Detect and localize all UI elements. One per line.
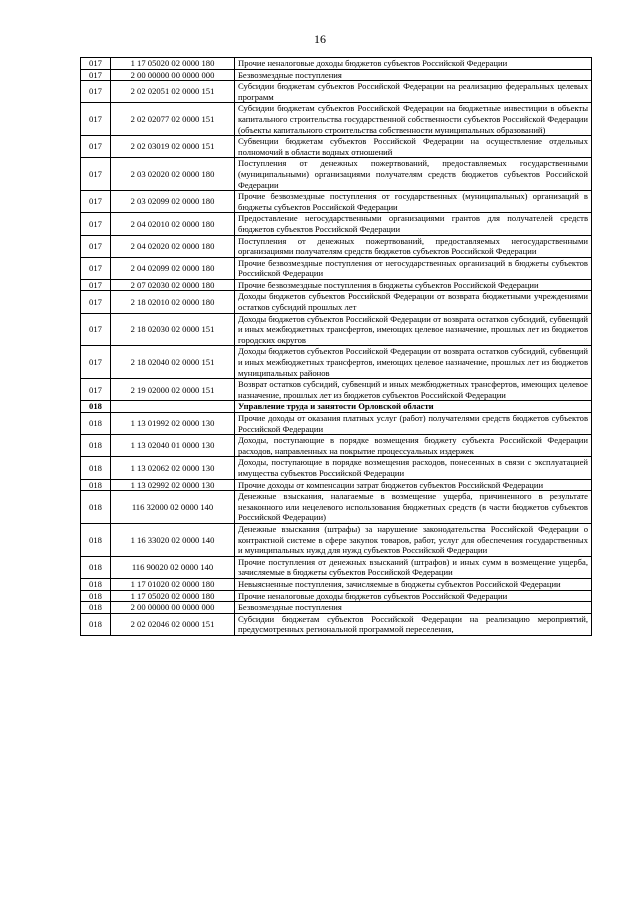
admin-code-cell: 017: [81, 191, 111, 213]
budget-code-cell: 1 17 01020 02 0000 180: [111, 578, 235, 590]
budget-code-cell: 2 02 02046 02 0000 151: [111, 613, 235, 635]
admin-code-cell: 018: [81, 479, 111, 491]
revenue-name-cell: Возврат остатков субсидий, субвенций и иных межбюджетных трансфертов, имеющих целевое назначение, прошлых лет из бюджетов субъектов Российской Федерации: [235, 379, 592, 401]
table-row: [81, 191, 592, 213]
admin-code-cell: 017: [81, 136, 111, 158]
admin-code-cell: 017: [81, 103, 111, 136]
table-row: [81, 491, 592, 524]
admin-code-cell: 017: [81, 257, 111, 279]
budget-code-cell: 1 13 02040 01 0000 130: [111, 435, 235, 457]
revenue-name-cell: Невыясненные поступления, зачисляемые в бюджеты субъектов Российской Федерации: [235, 578, 592, 590]
admin-code-cell: 018: [81, 413, 111, 435]
budget-code-cell: 1 13 01992 02 0000 130: [111, 413, 235, 435]
revenue-name-cell: Поступления от денежных пожертвований, предоставляемых государственными (муниципальными) организациями получателям средств бюджетов субъектов Российской Федерации: [235, 158, 592, 191]
revenue-name-cell: Прочие неналоговые доходы бюджетов субъектов Российской Федерации: [235, 58, 592, 70]
budget-code-cell: 2 00 00000 00 0000 000: [111, 602, 235, 614]
budget-code-cell: 2 19 02000 02 0000 151: [111, 379, 235, 401]
table-row: [81, 602, 592, 614]
budget-code-cell: 116 90020 02 0000 140: [111, 556, 235, 578]
table-row: [81, 523, 592, 556]
table-row: [81, 235, 592, 257]
revenue-name-cell: Доходы, поступающие в порядке возмещения расходов, понесенных в связи с эксплуатацией имущества субъектов Российской Федерации: [235, 457, 592, 479]
admin-code-cell: 018: [81, 556, 111, 578]
admin-code-cell: 018: [81, 523, 111, 556]
revenue-name-cell: Прочие безвозмездные поступления в бюджеты субъектов Российской Федерации: [235, 279, 592, 291]
revenue-name-cell: Предоставление негосударственными организациями грантов для получателей средств бюджетов субъектов Российской Федерации: [235, 213, 592, 235]
revenue-name-cell: Субсидии бюджетам субъектов Российской Федерации на бюджетные инвестиции в объекты капитального строительства государственной собственности субъектов Российской Федерации (объекты капитального строительства собственности муниципальных образований): [235, 103, 592, 136]
table-row: [81, 479, 592, 491]
admin-code-cell: 017: [81, 69, 111, 81]
budget-code-cell: 2 18 02030 02 0000 151: [111, 313, 235, 346]
table-row: [81, 58, 592, 70]
revenue-name-cell: Прочие неналоговые доходы бюджетов субъектов Российской Федерации: [235, 590, 592, 602]
budget-code-cell: 2 07 02030 02 0000 180: [111, 279, 235, 291]
table-row: [81, 457, 592, 479]
revenue-name-cell: Денежные взыскания, налагаемые в возмещение ущерба, причиненного в результате незаконного или нецелевого использования бюджетных средств (в части бюджетов субъектов Российской Федерации): [235, 491, 592, 524]
admin-code-cell: 017: [81, 313, 111, 346]
admin-code-cell: 018: [81, 401, 111, 413]
budget-code-cell: 2 04 02099 02 0000 180: [111, 257, 235, 279]
admin-code-cell: 017: [81, 158, 111, 191]
revenue-name-cell: Прочие безвозмездные поступления от негосударственных организаций в бюджеты субъектов Российской Федерации: [235, 257, 592, 279]
revenue-name-cell: Прочие поступления от денежных взысканий (штрафов) и иных сумм в возмещение ущерба, зачисляемые в бюджеты субъектов Российской Федерации: [235, 556, 592, 578]
table-row: [81, 413, 592, 435]
table-row: [81, 401, 592, 413]
table-row: [81, 136, 592, 158]
table-row: [81, 435, 592, 457]
budget-code-cell: 1 17 05020 02 0000 180: [111, 58, 235, 70]
budget-code-cell: 2 18 02040 02 0000 151: [111, 346, 235, 379]
table-row: [81, 279, 592, 291]
budget-code-cell: 2 02 02051 02 0000 151: [111, 81, 235, 103]
admin-code-cell: 017: [81, 379, 111, 401]
revenue-name-cell: Управление труда и занятости Орловской области: [235, 401, 592, 413]
table-row: [81, 346, 592, 379]
table-row: [81, 379, 592, 401]
admin-code-cell: 018: [81, 491, 111, 524]
admin-code-cell: 017: [81, 58, 111, 70]
admin-code-cell: 017: [81, 291, 111, 313]
table-row: [81, 257, 592, 279]
table-row: [81, 81, 592, 103]
admin-code-cell: 017: [81, 346, 111, 379]
budget-code-cell: 2 03 02099 02 0000 180: [111, 191, 235, 213]
budget-code-cell: 1 13 02062 02 0000 130: [111, 457, 235, 479]
table-row: [81, 313, 592, 346]
admin-code-cell: 018: [81, 613, 111, 635]
revenue-name-cell: Доходы бюджетов субъектов Российской Федерации от возврата остатков субсидий, субвенций и иных межбюджетных трансфертов, имеющих целевое назначение, прошлых лет из бюджетов муниципальных районов: [235, 346, 592, 379]
revenue-name-cell: Поступления от денежных пожертвований, предоставляемых негосударственными организациями получателям средств бюджетов субъектов Российской Федерации: [235, 235, 592, 257]
page-number: 16: [314, 32, 326, 46]
admin-code-cell: 017: [81, 213, 111, 235]
budget-code-cell: 2 03 02020 02 0000 180: [111, 158, 235, 191]
budget-code-cell: 2 04 02010 02 0000 180: [111, 213, 235, 235]
revenue-name-cell: Прочие доходы от оказания платных услуг (работ) получателями средств бюджетов субъектов Российской Федерации: [235, 413, 592, 435]
revenue-name-cell: Безвозмездные поступления: [235, 69, 592, 81]
table-row: [81, 158, 592, 191]
table-row: [81, 556, 592, 578]
admin-code-cell: 017: [81, 81, 111, 103]
table-row: [81, 213, 592, 235]
revenue-name-cell: Доходы бюджетов субъектов Российской Федерации от возврата остатков субсидий, субвенций и иных межбюджетных трансфертов, имеющих целевое назначение, прошлых лет из бюджетов городских округов: [235, 313, 592, 346]
revenue-name-cell: Субсидии бюджетам субъектов Российской Федерации на реализацию федеральных целевых программ: [235, 81, 592, 103]
budget-code-cell: 116 32000 02 0000 140: [111, 491, 235, 524]
revenue-name-cell: Субсидии бюджетам субъектов Российской Федерации на реализацию мероприятий, предусмотренных региональной программой переселения,: [235, 613, 592, 635]
admin-code-cell: 018: [81, 457, 111, 479]
budget-code-cell: 1 16 33020 02 0000 140: [111, 523, 235, 556]
revenue-name-cell: Прочие безвозмездные поступления от государственных (муниципальных) организаций в бюджеты субъектов Российской Федерации: [235, 191, 592, 213]
budget-code-cell: 2 00 00000 00 0000 000: [111, 69, 235, 81]
table-row: [81, 69, 592, 81]
revenue-name-cell: Денежные взыскания (штрафы) за нарушение законодательства Российской Федерации о контрактной системе в сфере закупок товаров, работ, услуг для обеспечения государственных и муниципальных нужд для нужд субъектов Российской Федерации: [235, 523, 592, 556]
budget-code-cell: 2 02 02077 02 0000 151: [111, 103, 235, 136]
revenue-name-cell: Прочие доходы от компенсации затрат бюджетов субъектов Российской Федерации: [235, 479, 592, 491]
revenue-name-cell: Безвозмездные поступления: [235, 602, 592, 614]
revenue-name-cell: Доходы бюджетов субъектов Российской Федерации от возврата бюджетными учреждениями остатков субсидий прошлых лет: [235, 291, 592, 313]
admin-code-cell: 018: [81, 435, 111, 457]
admin-code-cell: 017: [81, 235, 111, 257]
budget-code-cell: 1 17 05020 02 0000 180: [111, 590, 235, 602]
budget-code-cell: 2 18 02010 02 0000 180: [111, 291, 235, 313]
table-row: [81, 291, 592, 313]
table-row: [81, 590, 592, 602]
revenue-name-cell: Субвенции бюджетам субъектов Российской Федерации на осуществление отдельных полномочий в области водных отношений: [235, 136, 592, 158]
admin-code-cell: 018: [81, 578, 111, 590]
table-row: [81, 613, 592, 635]
admin-code-cell: 017: [81, 279, 111, 291]
table-row: [81, 578, 592, 590]
budget-code-cell: 1 13 02992 02 0000 130: [111, 479, 235, 491]
table-row: [81, 103, 592, 136]
revenue-name-cell: Доходы, поступающие в порядке возмещения бюджету субъекта Российской Федерации расходов, направленных на покрытие процессуальных издержек: [235, 435, 592, 457]
budget-code-cell: 2 02 03019 02 0000 151: [111, 136, 235, 158]
revenue-codes-table: [80, 57, 592, 636]
admin-code-cell: 018: [81, 590, 111, 602]
budget-code-cell: [111, 401, 235, 413]
admin-code-cell: 018: [81, 602, 111, 614]
budget-code-cell: 2 04 02020 02 0000 180: [111, 235, 235, 257]
